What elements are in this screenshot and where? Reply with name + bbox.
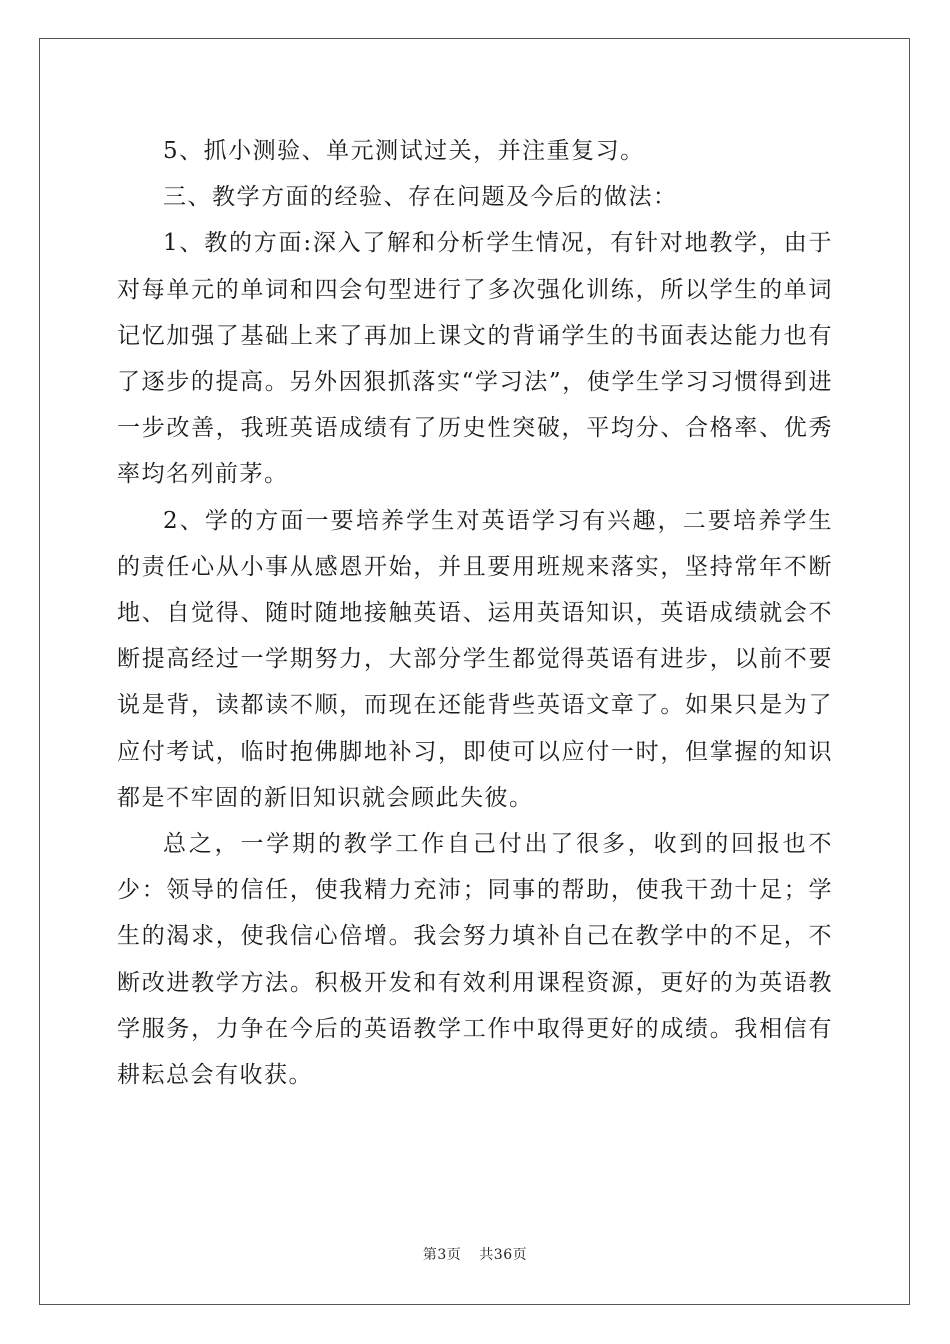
paragraph-summary: 总之，一学期的教学工作自己付出了很多，收到的回报也不少：领导的信任，使我精力充沛；同事的帮助，使我干劲十足；学生的渴求，使我信心倍增。我会努力填补自己在教学中的不足，不断改进教学方法。积极开发和有效利用课程资源，更好的为英语教学服务，力争在今后的英语教学工作中取得更好的成绩。我相信有耕耘总会有收获。: [117, 831, 833, 1089]
current-page-label: 第3页: [422, 1247, 462, 1263]
page-footer: [0, 1244, 950, 1264]
total-pages-label: 共36页: [479, 1247, 528, 1263]
document-body: [117, 128, 833, 1098]
paragraph-review-item: 5、抓小测验、单元测试过关，并注重复习。: [163, 138, 645, 164]
paragraph-teaching-aspect: 1、教的方面:深入了解和分析学生情况，有针对地教学，由于对每单元的单词和四会句型进行了多次强化训练，所以学生的单词记忆加强了基础上来了再加上课文的背诵学生的书面表达能力也有了逐步的提高。另外因狠抓落实“学习法”，使学生学习习惯得到进一步改善，我班英语成绩有了历史性突破，平均分、合格率、优秀率均名列前茅。: [117, 230, 833, 488]
paragraph-learning-aspect: 2、学的方面一要培养学生对英语学习有兴趣，二要培养学生的责任心从小事从感恩开始，并且要用班规来落实，坚持常年不断地、自觉得、随时随地接触英语、运用英语知识，英语成绩就会不断提高经过一学期努力，大部分学生都觉得英语有进步，以前不要说是背，读都读不顺，而现在还能背些英语文章了。如果只是为了应付考试，临时抱佛脚地补习，即使可以应付一时，但掌握的知识都是不牢固的新旧知识就会顾此失彼。: [117, 507, 833, 811]
paragraph-section-heading: 三、教学方面的经验、存在问题及今后的做法：: [163, 184, 678, 211]
